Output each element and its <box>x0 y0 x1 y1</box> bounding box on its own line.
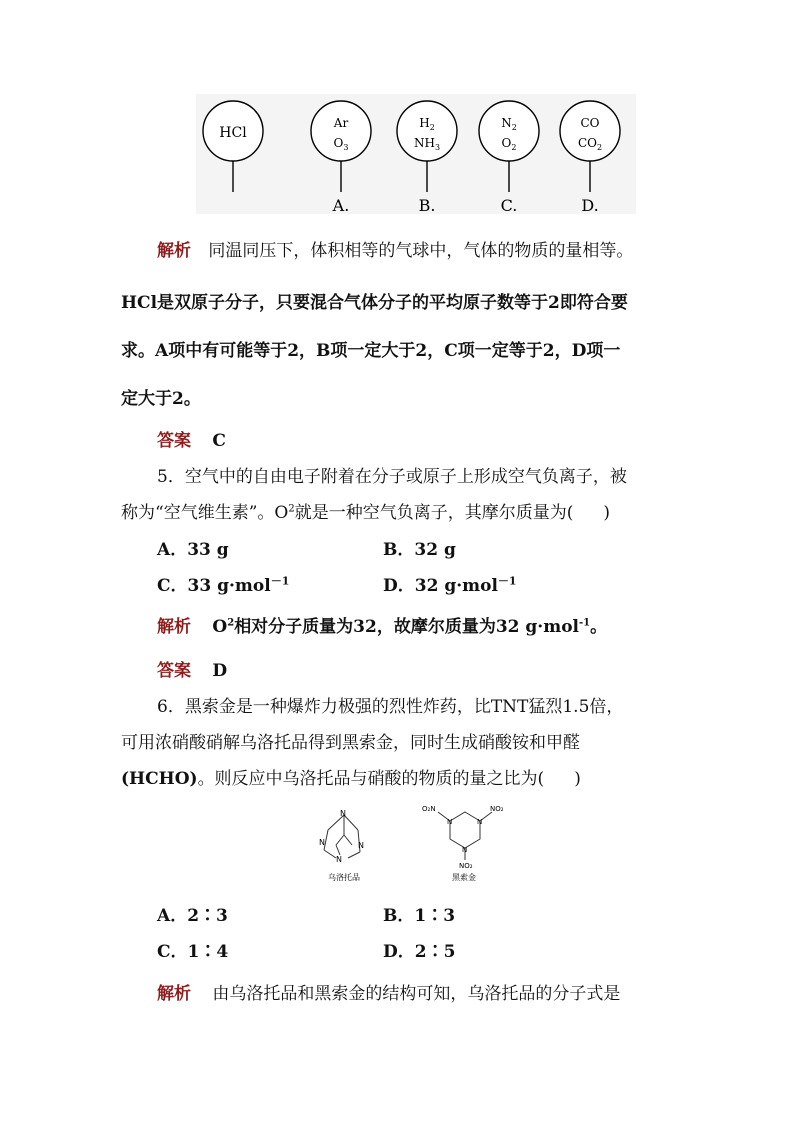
rdx-n-right: N <box>477 818 483 826</box>
q4-analysis-line-4: 定大于2。 <box>121 389 201 409</box>
balloon-b-bottom: $NH_3$ <box>413 136 441 152</box>
q4-analysis-text-1: 同温同压下，体积相等的气球中，气体的物质的量相等。 <box>208 241 634 261</box>
balloon-b <box>397 101 457 161</box>
balloon-label-c: C. <box>500 196 518 215</box>
q5-option-a: A．33 g <box>157 540 229 560</box>
q4-analysis-line-1 <box>157 236 633 261</box>
balloon-a <box>311 101 371 161</box>
q6-option-b: B．1∶3 <box>383 906 456 926</box>
balloon-c-top: $N_2$ <box>501 116 517 132</box>
q6-analysis-tag: 解析 <box>157 984 191 1004</box>
q6-stem-paren: ) <box>574 769 581 789</box>
q6-option-a: A．2∶3 <box>157 906 228 926</box>
balloon-d <box>560 101 620 161</box>
q6-analysis <box>157 979 620 1004</box>
urotropine-n-right: N <box>358 841 364 850</box>
q6-stem-line-1: 6．黑索金是一种爆炸力极强的烈性炸药，比TNT猛烈1.5倍， <box>157 697 624 717</box>
q4-answer <box>157 426 226 451</box>
q6-stem-formula: (HCHO) <box>121 769 198 789</box>
q5-analysis-text-a: O <box>212 617 228 637</box>
chemical-structures <box>310 800 510 890</box>
urotropine-n-left: N <box>319 838 325 847</box>
rdx-n-bottom: N <box>462 846 468 854</box>
q5-stem-text-c: ) <box>603 503 610 523</box>
q5-option-d-sup: －1 <box>497 574 517 588</box>
q5-option-b: B．32 g <box>383 540 456 560</box>
q5-option-d-text: D．32 g·mol <box>383 576 498 596</box>
q5-analysis-text-c: 。 <box>590 617 608 637</box>
balloon-c <box>479 101 539 161</box>
q5-option-d <box>383 571 517 596</box>
balloon-b-top: $H_2$ <box>419 116 435 132</box>
q5-option-c-text: C．33 g·mol <box>157 576 271 596</box>
q4-analysis-tag: 解析 <box>157 241 191 261</box>
q5-stem-line-1: 5．空气中的自由电子附着在分子或原子上形成空气负离子，被 <box>157 467 627 487</box>
urotropine-structure <box>324 815 360 858</box>
q6-analysis-text: 由乌洛托品和黑索金的结构可知，乌洛托品的分子式是 <box>212 984 621 1004</box>
balloon-hcl-text: HCl <box>219 125 247 141</box>
q5-analysis-sup: 2 <box>227 617 235 629</box>
urotropine-n-bottom: N <box>336 855 342 864</box>
q6-stem-line-3 <box>121 764 581 789</box>
balloon-label-a: A. <box>332 196 350 215</box>
balloon-figure <box>196 94 636 218</box>
q5-analysis-tag: 解析 <box>157 617 191 637</box>
q5-analysis <box>157 612 607 637</box>
q5-answer-value: D <box>212 661 228 681</box>
q6-stem-line-2: 可用浓硝酸硝解乌洛托品得到黑索金，同时生成硝酸铵和甲醛 <box>121 733 580 753</box>
q6-option-c: C．1∶4 <box>157 942 229 962</box>
q5-answer <box>157 656 227 681</box>
balloon-d-top: CO <box>580 116 600 130</box>
q5-option-c <box>157 571 289 596</box>
q5-option-c-sup: －1 <box>270 574 290 588</box>
q4-analysis-line-2: HCl是双原子分子，只要混合气体分子的平均原子数等于2即符合要 <box>121 293 628 313</box>
balloon-label-d: D. <box>581 196 599 215</box>
q6-option-d: D．2∶5 <box>383 942 456 962</box>
q5-stem-sup: 2 <box>288 503 295 515</box>
q5-stem-text-b: 就是一种空气负离子，其摩尔质量为( <box>294 503 574 523</box>
balloon-d-bottom: $CO_2$ <box>577 136 603 152</box>
rdx-no2-bottom: NO₂ <box>459 862 473 870</box>
rdx-n-left: N <box>447 818 453 826</box>
urotropine-label: 乌洛托品 <box>328 873 360 882</box>
q5-answer-tag: 答案 <box>157 661 191 681</box>
q5-stem-line-2 <box>121 498 610 523</box>
rdx-no2-left: O₂N <box>422 805 436 813</box>
q5-analysis-text-b: 相对分子质量为32，故摩尔质量为32 g·mol <box>234 617 580 637</box>
q4-analysis-line-3: 求。A项中有可能等于2，B项一定大于2，C项一定等于2，D项一 <box>121 341 621 361</box>
q6-stem-text: 。则反应中乌洛托品与硝酸的物质的量之比为( <box>197 769 545 789</box>
q4-answer-value: C <box>212 431 226 451</box>
urotropine-n-top: N <box>340 809 346 818</box>
balloon-a-bottom: $O_3$ <box>333 136 349 152</box>
q5-analysis-sup2: -1 <box>579 617 591 629</box>
rdx-label: 黑索金 <box>452 873 476 882</box>
balloon-c-bottom: $O_2$ <box>501 136 517 152</box>
q4-answer-tag: 答案 <box>157 431 191 451</box>
balloon-label-b: B. <box>418 196 436 215</box>
rdx-no2-right: NO₂ <box>490 805 504 813</box>
q5-stem-text-a: 称为“空气维生素”。O <box>121 503 289 523</box>
balloon-a-top: Ar <box>333 116 349 130</box>
